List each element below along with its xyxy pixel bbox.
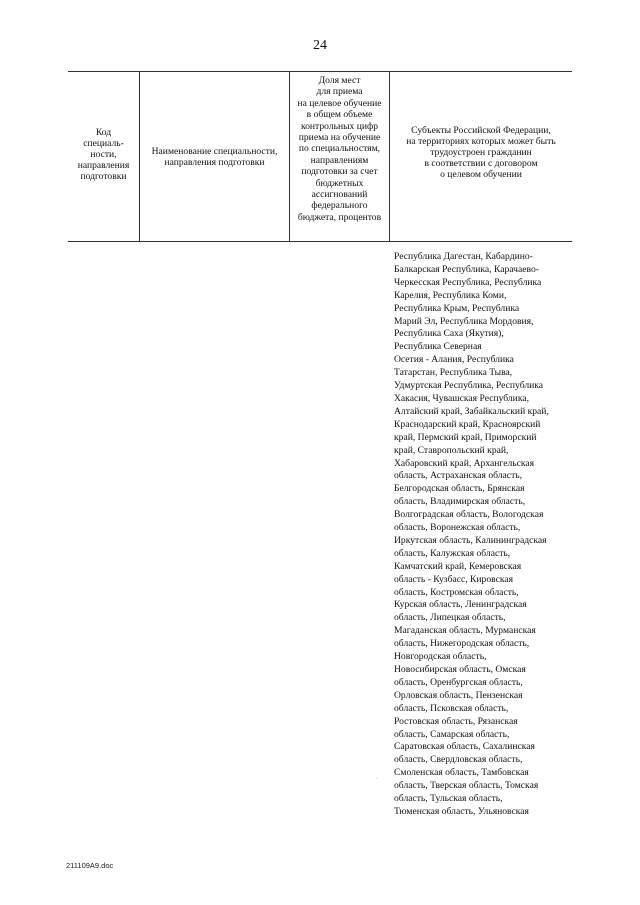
scan-speck: · — [376, 776, 378, 782]
header-share-line: приема на обучение — [298, 132, 381, 144]
header-share-line: бюджетных — [315, 177, 364, 189]
region-line: область, Свердловская область, — [394, 754, 523, 766]
header-subjects-column — [390, 125, 572, 180]
region-line: Хабаровский край, Архангельская — [394, 457, 535, 469]
region-line: область, Тульская область, — [394, 793, 503, 805]
header-share-line: на целевое обучение — [297, 97, 382, 109]
region-line: Марий Эл, Республика Мордовия, — [394, 315, 534, 327]
region-line: Тюменская область, Ульяновская — [394, 805, 529, 817]
region-line: Новосибирская область, Омская — [394, 664, 526, 675]
region-line: край, Ставропольский край, — [394, 444, 509, 456]
header-share-line: по специальностям, — [298, 143, 381, 155]
region-line: область, Липецкая область, — [394, 612, 506, 624]
header-share-line: для приема — [316, 86, 363, 98]
region-line: Республика Дагестан, Кабардино- — [394, 251, 533, 262]
region-line: Волгоградская область, Вологодская — [394, 509, 544, 521]
region-line: Орловская область, Пензенская — [394, 689, 523, 701]
region-line: Белгородская область, Брянская — [394, 483, 525, 495]
header-subjects-line: трудоустроен гражданин — [430, 147, 532, 158]
regions-list — [394, 251, 570, 819]
region-line: Балкарская Республика, Карачаево- — [394, 263, 539, 275]
header-share-line: Доля мест — [318, 75, 361, 86]
header-share-line: федерального — [311, 200, 368, 212]
header-subjects-line: на территориях которых может быть — [406, 136, 556, 147]
region-line: Новгородская область, — [394, 651, 487, 663]
header-share-line: подготовки за счет — [301, 166, 378, 178]
header-name-column — [140, 146, 289, 168]
region-line: область, Нижегородская область, — [394, 638, 530, 650]
header-subjects-line: о целевом обучении — [440, 169, 522, 180]
region-line: область, Псковская область, — [394, 702, 509, 714]
region-line: Камчатский край, Кемеровская — [394, 560, 522, 572]
header-code-line: Код — [95, 127, 112, 138]
region-line: Курская область, Ленинградская — [394, 599, 527, 611]
region-line: Хакасия, Чувашская Республика, — [394, 392, 529, 404]
header-share-line: контрольных цифр — [300, 120, 379, 132]
region-line: область - Кузбасс, Кировская — [394, 573, 514, 585]
region-line: Черкесская Республика, Республика — [394, 276, 542, 288]
header-code-line: подготовки — [80, 171, 127, 182]
region-line: область, Астраханская область, — [394, 470, 523, 482]
header-subjects-line: Субъекты Российской Федерации, — [411, 125, 551, 136]
header-share-line: бюджета, процентов — [297, 211, 382, 223]
region-line: Саратовская область, Сахалинская — [394, 741, 535, 753]
region-line: Магаданская область, Мурманская — [394, 625, 536, 637]
region-line: Республика Саха (Якутия), — [394, 328, 504, 340]
region-line: область, Оренбургская область, — [394, 676, 523, 688]
region-line: область, Тверская область, Томская — [394, 780, 539, 792]
region-line: Карелия, Республика Коми, — [394, 289, 507, 301]
region-line: Республика Крым, Республика — [394, 302, 520, 314]
document-code: 211109A9.doc — [66, 861, 114, 870]
region-line: Осетия - Алания, Республика — [394, 354, 514, 366]
header-code-line: ности, — [90, 149, 117, 160]
header-code-line: специаль- — [83, 138, 124, 149]
region-line: Смоленская область, Тамбовская — [394, 767, 529, 779]
page-number: 24 — [313, 38, 327, 53]
region-line: Алтайский край, Забайкальский край, — [394, 405, 549, 417]
header-share-line: в общем объеме — [306, 109, 373, 121]
region-line: область, Самарская область, — [394, 728, 510, 740]
region-line: Татарстан, Республика Тыва, — [394, 367, 513, 379]
header-share-line: ассигнований — [311, 189, 368, 201]
region-line: Иркутская область, Калининградская — [394, 534, 547, 546]
region-line: край, Пермский край, Приморский — [394, 431, 537, 443]
region-line: область, Владимирская область, — [394, 496, 526, 508]
header-code-column — [68, 127, 139, 182]
table-top-border — [68, 71, 572, 72]
region-line: Республика Северная — [394, 341, 482, 353]
header-subjects-line: в соответствии с договором — [424, 158, 538, 169]
region-line: область, Костромская область, — [394, 586, 519, 598]
region-line: область, Воронежская область, — [394, 522, 521, 534]
header-share-line: направлениям — [310, 154, 369, 166]
region-line: область, Калужская область, — [394, 547, 511, 559]
region-line: Ростовская область, Рязанская — [394, 715, 518, 727]
header-name-line: Наименование специальности, — [151, 146, 278, 157]
header-share-column — [290, 75, 389, 223]
header-name-line: направления подготовки — [164, 157, 265, 168]
table-header-bottom-border — [68, 241, 572, 242]
region-line: Краснодарский край, Красноярский — [394, 418, 541, 430]
header-code-line: направления — [77, 160, 130, 171]
region-line: Удмуртская Республика, Республика — [394, 380, 544, 392]
